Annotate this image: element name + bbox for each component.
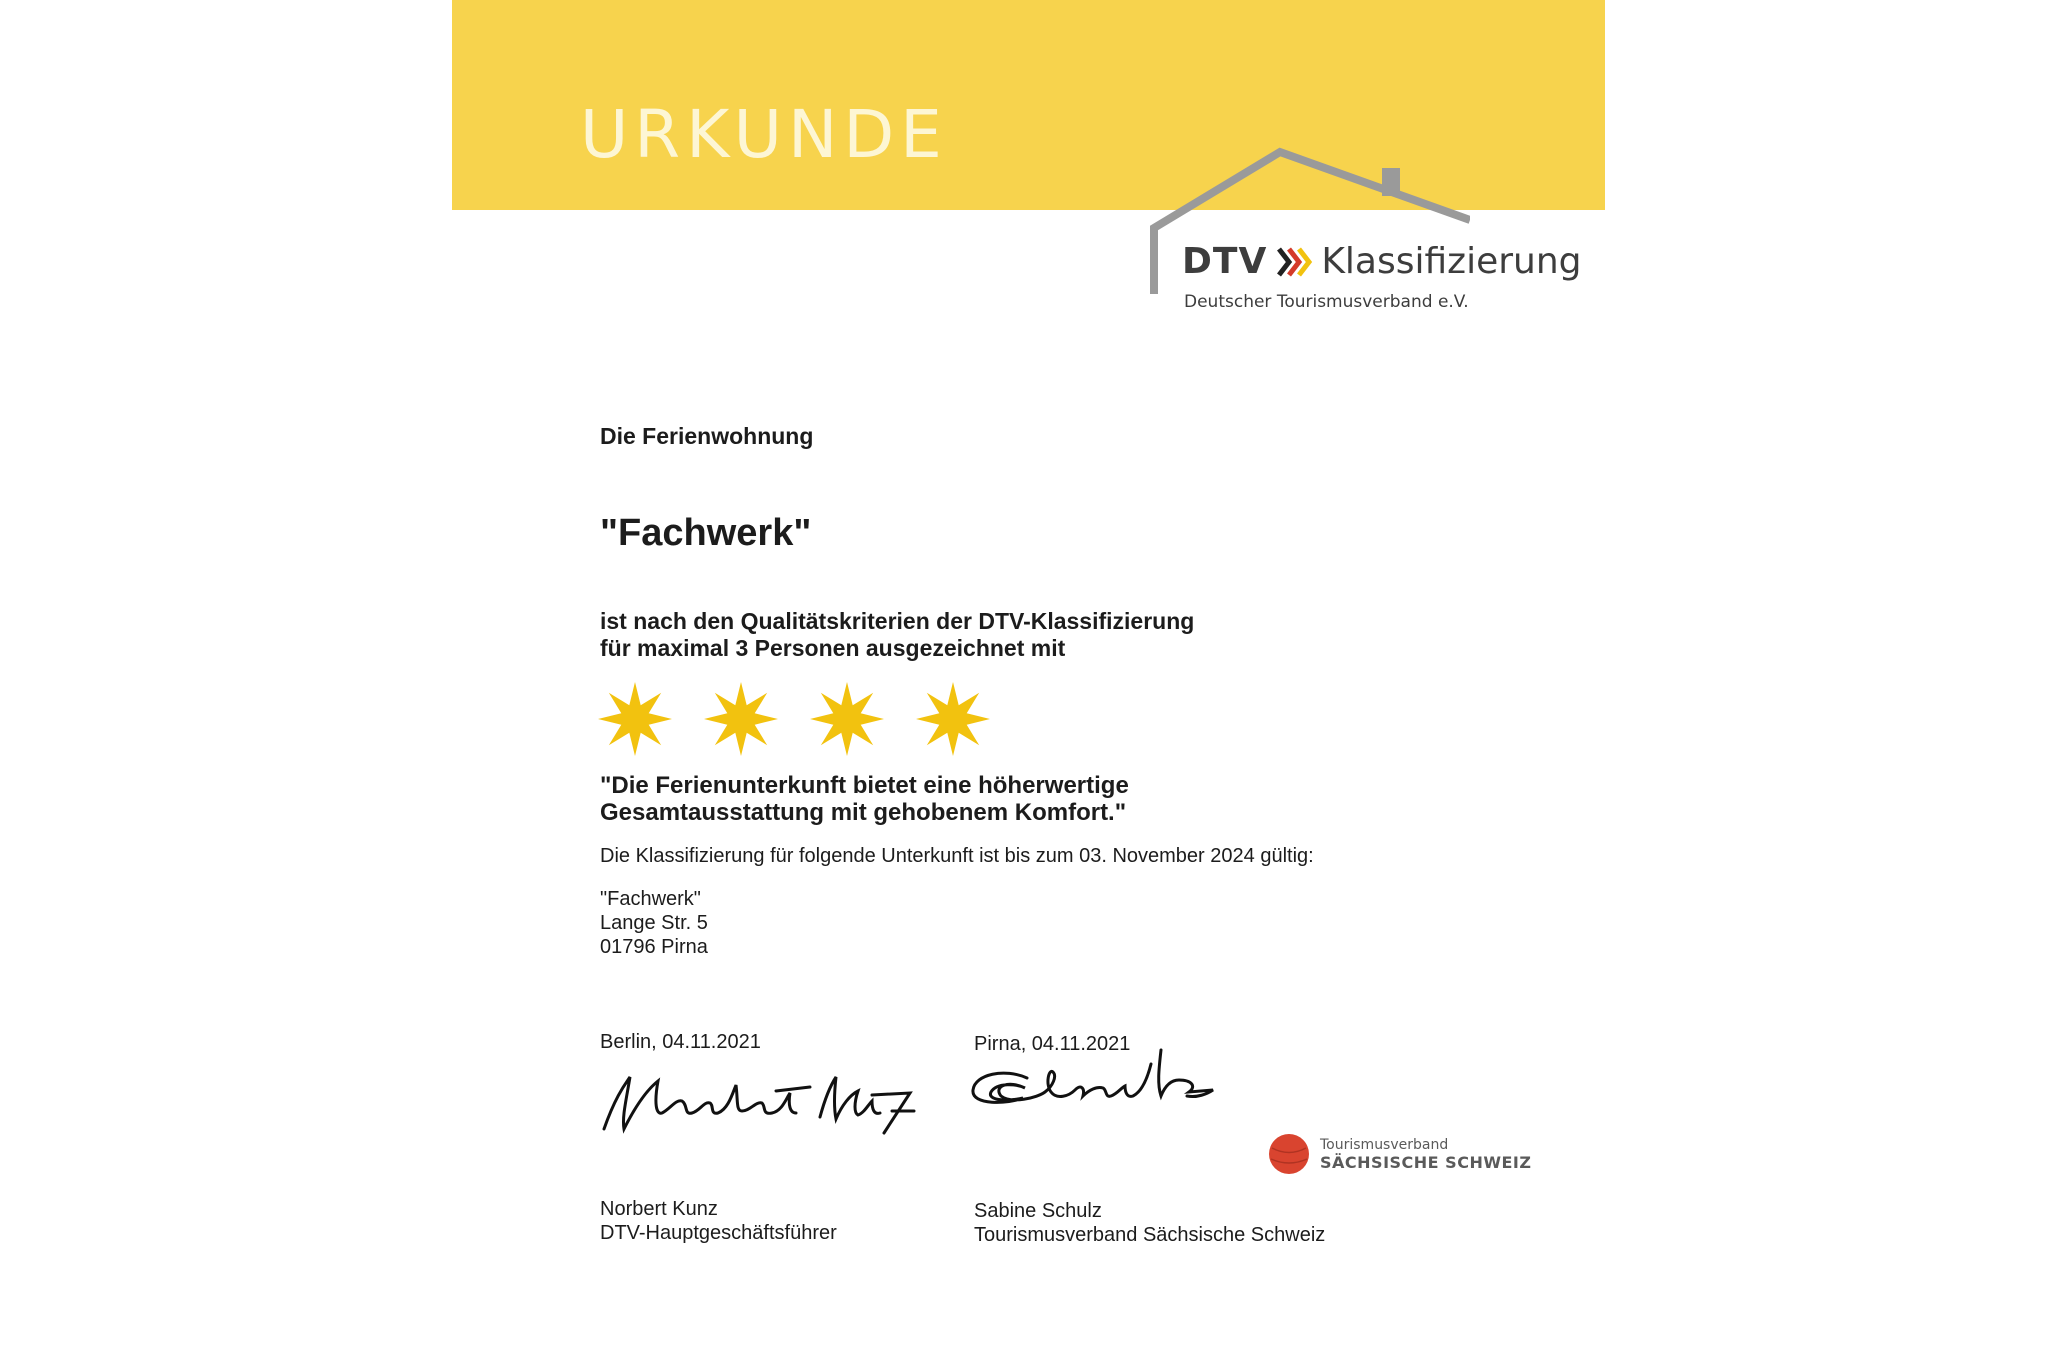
tourismusverband-logo <box>1268 1133 1531 1175</box>
signer-2-role: Tourismusverband Sächsische Schweiz <box>974 1224 1326 1246</box>
criteria-text <box>600 608 1194 662</box>
star-icon <box>808 680 886 758</box>
address-name: "Fachwerk" <box>600 888 701 910</box>
address-city: 01796 Pirna <box>600 936 708 958</box>
signer-1-name: Norbert Kunz <box>600 1198 718 1220</box>
address-street: Lange Str. 5 <box>600 912 708 934</box>
signature-sabine-schulz <box>965 1040 1225 1130</box>
star-rating <box>596 680 992 758</box>
star-icon <box>914 680 992 758</box>
dtv-logo <box>1182 241 1582 282</box>
validity-text: Die Klassifizierung für folgende Unterkunft ist bis zum 03. November 2024 gültig: <box>600 845 1314 867</box>
tourismusverband-logo-text <box>1320 1137 1531 1172</box>
signer-1-place-date: Berlin, 04.11.2021 <box>600 1031 761 1053</box>
criteria-line-1: ist nach den Qualitätskriterien der DTV-Klassifizierung <box>600 608 1195 634</box>
property-type-label: Die Ferienwohnung <box>600 423 814 449</box>
rating-quote <box>600 772 1129 826</box>
certificate-title: URKUNDE <box>580 96 948 173</box>
red-ball-icon <box>1268 1133 1310 1175</box>
klassifizierung-text: Klassifizierung <box>1321 241 1582 282</box>
tv-logo-line-1: Tourismusverband <box>1320 1136 1449 1153</box>
property-address <box>600 887 708 959</box>
signer-2-place-date: Pirna, 04.11.2021 <box>974 1033 1131 1055</box>
star-icon <box>702 680 780 758</box>
dtv-logo-text: DTV <box>1182 241 1268 282</box>
signer-2-block <box>974 1199 1325 1247</box>
criteria-line-2: für maximal 3 Personen ausgezeichnet mit <box>600 635 1066 661</box>
tv-logo-line-2: SÄCHSISCHE SCHWEIZ <box>1320 1152 1532 1172</box>
signer-2-name: Sabine Schulz <box>974 1200 1102 1222</box>
quote-line-2: Gesamtausstattung mit gehobenem Komfort." <box>600 799 1127 826</box>
signature-norbert-kunz <box>596 1055 926 1145</box>
quote-line-1: "Die Ferienunterkunft bietet eine höherwertige <box>600 772 1129 799</box>
signer-1-role: DTV-Hauptgeschäftsführer <box>600 1222 837 1244</box>
star-icon <box>596 680 674 758</box>
chevrons-icon <box>1275 245 1313 279</box>
signer-1-block <box>600 1197 837 1245</box>
dtv-subtitle: Deutscher Tourismusverband e.V. <box>1184 292 1469 312</box>
property-name: "Fachwerk" <box>600 512 812 554</box>
